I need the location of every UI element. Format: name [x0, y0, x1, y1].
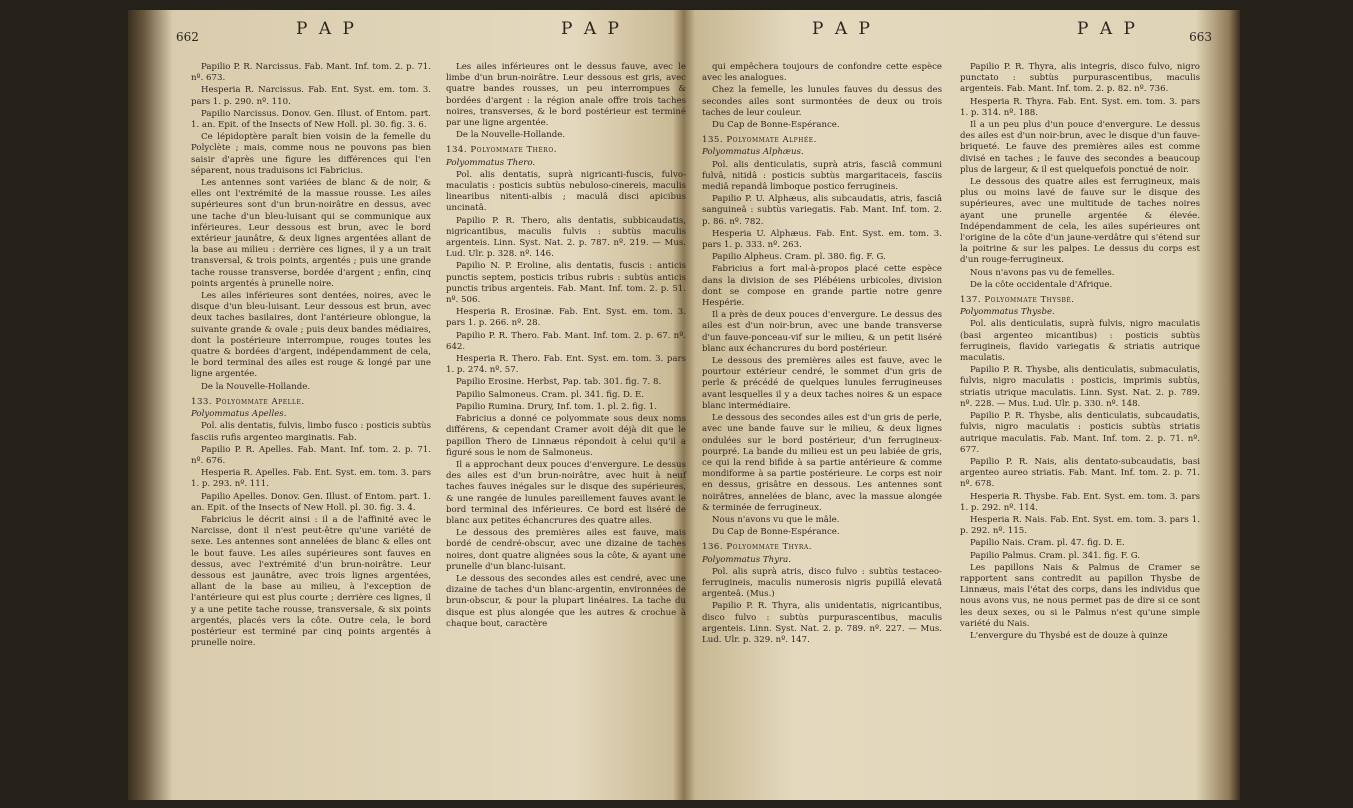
right-column-1	[702, 62, 942, 647]
paragraph: Polyommatus Thyra.	[702, 554, 792, 565]
paragraph: Ce lépidoptère paraît bien voisin de la femelle du Polyclète ; mais, comme nous ne pouvons pas bien saisir d'après une figure les différences qui l'en séparent, nous traduisons ici Fabricius.	[191, 132, 431, 176]
paragraph: Papilio Alpheus. Cram. pl. 380. fig. F. G.	[712, 252, 886, 263]
paragraph: Hesperia R. Erosinæ. Fab. Ent. Syst. em. tom. 3. pars 1. p. 266. nº. 28.	[446, 307, 686, 329]
paragraph: Papilio Apelles. Donov. Gen. Illust. of Entom. part. 1. an. Epit. of the Insects of New Holl. pl. 30. fig. 3. 4.	[191, 491, 431, 513]
paragraph: Les antennes sont variées de blanc & de noir, & elles ont l'extrémité de la massue rousse. Les ailes supérieures sont d'un brun-noirâtre en dessus, avec une tache d'un bleu-luisant qui se communique aux inférieures. Leur dessous est brun, avec le bord extérieur jaunâtre, & deux lignes argentées allant de la base au milieu : derrière ces lignes, il y a un trait transversal, & trois points, argentés ; puis une grande tache rousse transverse, bordée d'argent ; enfin, cinq points argentés à prunelle noire.	[191, 178, 431, 289]
paragraph: Papilio Palmus. Cram. pl. 341. fig. F. G.	[970, 550, 1141, 561]
paragraph: Fabricius a donné ce polyommate sous deux noms différens, & cependant Cramer avoit déjà dit que le papillon Thero de Linnæus répondoit à celui qu'il a figuré sous le nom de Salmoneus.	[446, 414, 686, 458]
paragraph: Hesperia R. Thero. Fab. Ent. Syst. em. tom. 3. pars 1. p. 274. nº. 57.	[446, 354, 686, 376]
paragraph: Fabricius le décrit ainsi : il a de l'affinité avec le Narcisse, dont il n'est peut-être qu'une variété de sexe. Les antennes sont annelées de blanc & elles ont le bout fauve. Les ailes supérieures sont fauves en dessus, avec l'extrémité d'un brun-noirâtre. Leur dessous est jaunâtre, avec trois lignes argentées, allant de la base au milieu, à l'exception de l'antérieure qui est plus courte ; derrière ces lignes, il y a une petite tache rousse, transversale, & six points argentés, placés vers la côte. Outre cela, le bord postérieur est terminé par cinq points argentés à prunelle noire.	[191, 514, 431, 649]
paragraph: Il a approchant deux pouces d'envergure. Le dessus des ailes est d'un brun-noirâtre, avec huit à neuf taches fauves inégales sur le disque des supérieures, & une rangée de lunules pareillement fauves avant le bord terminal des inférieures. Ce bord est liséré de blanc aux petites échancrures des quatre ailes.	[446, 459, 686, 526]
paragraph: Papilio P. U. Alphæus, alis subcaudatis, atris, fasciâ sanguineâ : subtùs variegatis. Fab. Mant. Inf. tom. 2. p. 86. nº. 782.	[702, 194, 942, 227]
paragraph: Papilio P. R. Thysbe, alis denticulatis, subcaudatis, fulvis, nigro maculatis : posticis subtùs striatis autrique maculatis. Fab. Mant. Inf. tom. 2. p. 71. nº. 677.	[960, 411, 1200, 455]
paragraph: De la Nouvelle-Hollande.	[456, 130, 566, 141]
paragraph: Papilio P. R. Thysbe, alis denticulatis, submaculatis, fulvis, nigro maculatis : posticis, imprimis subtùs, striatis utrique maculatis. Linn. Syst. Nat. 2. p. 789. nº. 228. — Mus. Lud. Ulr. p. 330. nº. 148.	[960, 365, 1200, 409]
paragraph: Nous n'avons vu que le mâle.	[712, 514, 840, 525]
paragraph: Le dessous des premières ailes est fauve, avec le pourtour extérieur cendré, le sommet d'un gris de perle & précédé de quelques lunules ferrugineuses avant lesquelles il y a deux taches noires & un espace blanc intermédiaire.	[702, 356, 942, 411]
paragraph: Papilio P. R. Thyra, alis unidentatis, nigricantibus, disco fulvo : subtùs purpurascentibus, maculis argenteis. Linn. Syst. Nat. 2. p. 789. nº. 227. — Mus. Lud. Ulr. p. 329. nº. 147.	[702, 601, 942, 645]
paragraph: Pol. alis dentatis, suprà nigricanti-fuscis, fulvo-maculatis : posticis subtùs nebuloso-cinereis, maculis linearibus nitenti-albis ; maculâ disci apicibus uncinatâ.	[446, 169, 686, 214]
running-head-right: P A P	[561, 19, 622, 39]
running-head-left: P A P	[296, 19, 357, 39]
paragraph: Papilio Salmoneus. Cram. pl. 341. fig. D. E.	[456, 389, 645, 400]
paragraph: 137. Polyommate Thysbé.	[960, 295, 1075, 306]
paragraph: Hesperia R. Thyra. Fab. Ent. Syst. em. tom. 3. pars 1. p. 314. nº. 188.	[960, 96, 1200, 118]
paragraph: 134. Polyommate Théro.	[446, 145, 557, 156]
paragraph: Polyommatus Apelles.	[191, 409, 287, 420]
paragraph: Les ailes inférieures sont dentées, noires, avec le disque d'un bleu-luisant. Leur dessous est brun, avec deux taches basilaires, dont l'antérieure oblongue, la suivante grande & ovale ; puis deux bandes médiaires, dont la postérieure interrompue, rouges toutes les quatre & bordées d'argent, indépendamment de cela, le bord terminal des ailes est rouge & longé par une ligne argentée.	[191, 291, 431, 380]
right-column-2	[960, 62, 1200, 643]
paragraph: Le dessous des secondes ailes est d'un gris de perle, avec une bande fauve sur le milieu, & deux lignes ondulées sur le bord postérieur, d'un ferrugineux-pourpré. La bande du milieu est un peu labiée de gris, ce qui la rend bifide à sa partie antérieure & comme mondiforme à sa partie postérieure. Le corps est noir en dessus, grisâtre en dessous. Les antennes sont noirâtres, annelées de blanc, avec la massue alongée & terminée de ferrugineux.	[702, 413, 942, 513]
paragraph: Hesperia R. Nais. Fab. Ent. Syst. em. tom. 3. pars 1. p. 292. nº. 115.	[960, 514, 1200, 537]
paragraph: De la côte occidentale d'Afrique.	[970, 279, 1113, 290]
paragraph: Hesperia R. Apelles. Fab. Ent. Syst. em. tom. 3. pars 1. p. 293. nº. 111.	[191, 468, 431, 490]
paragraph: qui empêchera toujours de confondre cette espèce avec les analogues.	[702, 62, 942, 84]
paragraph: Papilio P. R. Thero. Fab. Mant. Inf. tom. 2. p. 67. nº. 642.	[446, 330, 686, 352]
paragraph: Papilio P. R. Apelles. Fab. Mant. Inf. tom. 2. p. 71. nº. 676.	[191, 444, 431, 466]
paragraph: Pol. alis denticulatis, suprà atris, fasciâ communi fulvâ, nitidâ : posticis subtùs margaritaceis, fasciis mediâ repandâ limboque postico ferrugineis.	[702, 159, 942, 193]
paragraph: Les papillons Nais & Palmus de Cramer se rapportent sans contredit au papillon Thysbe de Linnæus, mais l'état des corps, dans les individus que nous avons vus, ne nous permet pas de dire si ce sont les deux sexes, ou si le Palmus n'est qu'une simple variété du Nais.	[960, 562, 1200, 629]
paragraph: De la Nouvelle-Hollande.	[201, 381, 311, 392]
paragraph: 133. Polyommate Apelle.	[191, 396, 305, 407]
paragraph: L'envergure du Thysbé est de douze à quinze	[970, 630, 1168, 641]
paragraph: Il a un peu plus d'un pouce d'envergure. Le dessus des ailes est d'un noir-brun, avec le disque d'un fauve-briqueté. Le fauve des premières ailes est comme divisé en taches ; le fauve des secondes a beaucoup plus de largeur, & il est quelquefois ponctué de noir.	[960, 120, 1200, 175]
paragraph: Papilio P. R. Narcissus. Fab. Mant. Inf. tom. 2. p. 71. nº. 673.	[191, 62, 431, 84]
paragraph: Pol. alis suprà atris, disco fulvo : subtùs testaceo-ferrugineis, maculis numerosis nigris pupillâ elevatâ argenteâ. (Mus.)	[702, 566, 942, 600]
page-number: 663	[1189, 30, 1212, 44]
paragraph: Papilio P. R. Thyra, alis integris, disco fulvo, nigro punctato : subtùs purpurascentibus, maculis argenteis. Fab. Mant. Inf. tom. 2. p. 82. nº. 736.	[960, 62, 1200, 95]
paragraph: Hesperia R. Thysbe. Fab. Ent. Syst. em. tom. 3. pars 1. p. 292. nº. 114.	[960, 491, 1200, 513]
paragraph: Papilio Narcissus. Donov. Gen. Illust. of Entom. part. 1. an. Epit. of the Insects of New Holl. pl. 30. fig. 3. 6.	[191, 108, 431, 131]
paragraph: 136. Polyommate Thyra.	[702, 542, 812, 553]
paragraph: Les ailes inférieures ont le dessus fauve, avec le limbe d'un brun-noirâtre. Leur dessous est gris, avec quatre bandes rousses, un peu interrompues & bordées d'argent : la région anale offre trois taches noires, transverses, & le bord postérieur est terminé par une ligne argentée.	[446, 62, 686, 129]
paragraph: Polyommatus Thero.	[446, 157, 536, 168]
running-head-right: P A P	[1077, 19, 1138, 39]
paragraph: Fabricius a fort mal-à-propos placé cette espèce dans la division de ses Plébéiens urbicoles, division dont se compose en grande partie notre genre Hespérie.	[702, 264, 942, 309]
paragraph: 135. Polyommate Alphée.	[702, 135, 817, 146]
page-number: 662	[176, 30, 199, 44]
paragraph: Pol. alis denticulatis, suprà fulvis, nigro maculatis (basi argenteo micantibus) : posticis subtùs ferrugineis, flavido variegatis & striatis autrique maculatis.	[960, 319, 1200, 364]
paragraph: Papilio P. R. Nais, alis dentato-subcaudatis, basi argenteo aureo striatis. Fab. Mant. Inf. tom. 2. p. 71. nº. 678.	[960, 456, 1200, 490]
paragraph: Papilio Erosine. Herbst, Pap. tab. 301. fig. 7. 8.	[456, 377, 662, 388]
paragraph: Le dessous des secondes ailes est cendré, avec une dizaine de taches d'un blanc-argentin, environnées de brun-obscur, & pour la plupart linéaires. La tache du disque est plus alongée que les autres & crochue à chaque bout, caractère	[446, 573, 686, 629]
paragraph: Chez la femelle, les lunules fauves du dessus des secondes ailes sont surmontées de deux ou trois taches de leur couleur.	[702, 85, 942, 118]
paragraph: Le dessous des premières ailes est fauve, mais bordé de cendré-obscur, avec une dizaine de taches noires, dont quatre alignées sous la côte, & ayant une prunelle d'un blanc-luisant.	[446, 528, 686, 572]
paragraph: Hesperia U. Alphæus. Fab. Ent. Syst. em. tom. 3. pars 1. p. 333. nº. 263.	[702, 228, 942, 251]
paragraph: Le dessous des quatre ailes est ferrugineux, mais plus ou moins lavé de fauve sur le disque des supérieures, avec une multitude de taches noires ayant une prunelle argentée & élevée. Indépendamment de cela, les ailes supérieures ont l'origine de la côte d'un jaune-verdâtre qui s'étend sur la poitrine & sur les palpes. Le dessus du corps est d'un rouge-ferrugineux.	[960, 177, 1200, 266]
running-head-left: P A P	[812, 19, 873, 39]
paragraph: Du Cap de Bonne-Espérance.	[712, 120, 840, 131]
paragraph: Nous n'avons pas vu de femelles.	[970, 267, 1115, 278]
open-book	[128, 10, 1240, 800]
paragraph: Pol. alis dentatis, fulvis, limbo fusco : posticis subtùs fasciis rufis argenteo marginatis. Fab.	[191, 421, 431, 443]
paragraph: Polyommatus Alphæus.	[702, 147, 804, 158]
paragraph: Hesperia R. Narcissus. Fab. Ent. Syst. em. tom. 3. pars 1. p. 290. nº. 110.	[191, 85, 431, 107]
paragraph: Papilio N. P. Eroline, alis dentatis, fuscis : anticis punctis septem, posticis tribus rubris : subtùs anticis punctis tribus argenteis. Fab. Mant. Inf. tom. 2. p. 51. nº. 506.	[446, 261, 686, 306]
paragraph: Papilio Rumina. Drury, Inf. tom. 1. pl. 2. fig. 1.	[456, 401, 657, 412]
left-column-1	[191, 62, 431, 650]
paragraph: Il a près de deux pouces d'envergure. Le dessus des ailes est d'un noir-brun, avec une bande transverse d'un fauve-ponceau-vif sur le milieu, & un petit liséré blanc aux échancrures du bord postérieur.	[702, 310, 942, 354]
paragraph: Du Cap de Bonne-Espérance.	[712, 527, 840, 538]
left-column-2	[446, 62, 686, 631]
paragraph: Polyommatus Thysbe.	[960, 307, 1055, 318]
paragraph: Papilio Nais. Cram. pl. 47. fig. D. E.	[970, 538, 1125, 549]
paragraph: Papilio P. R. Thero, alis dentatis, subbicaudatis, nigricantibus, maculis fulvis : subtùs maculis argenteis. Linn. Syst. Nat. 2. p. 787. nº. 219. — Mus. Lud. Ulr. p. 328. nº. 146.	[446, 215, 686, 260]
